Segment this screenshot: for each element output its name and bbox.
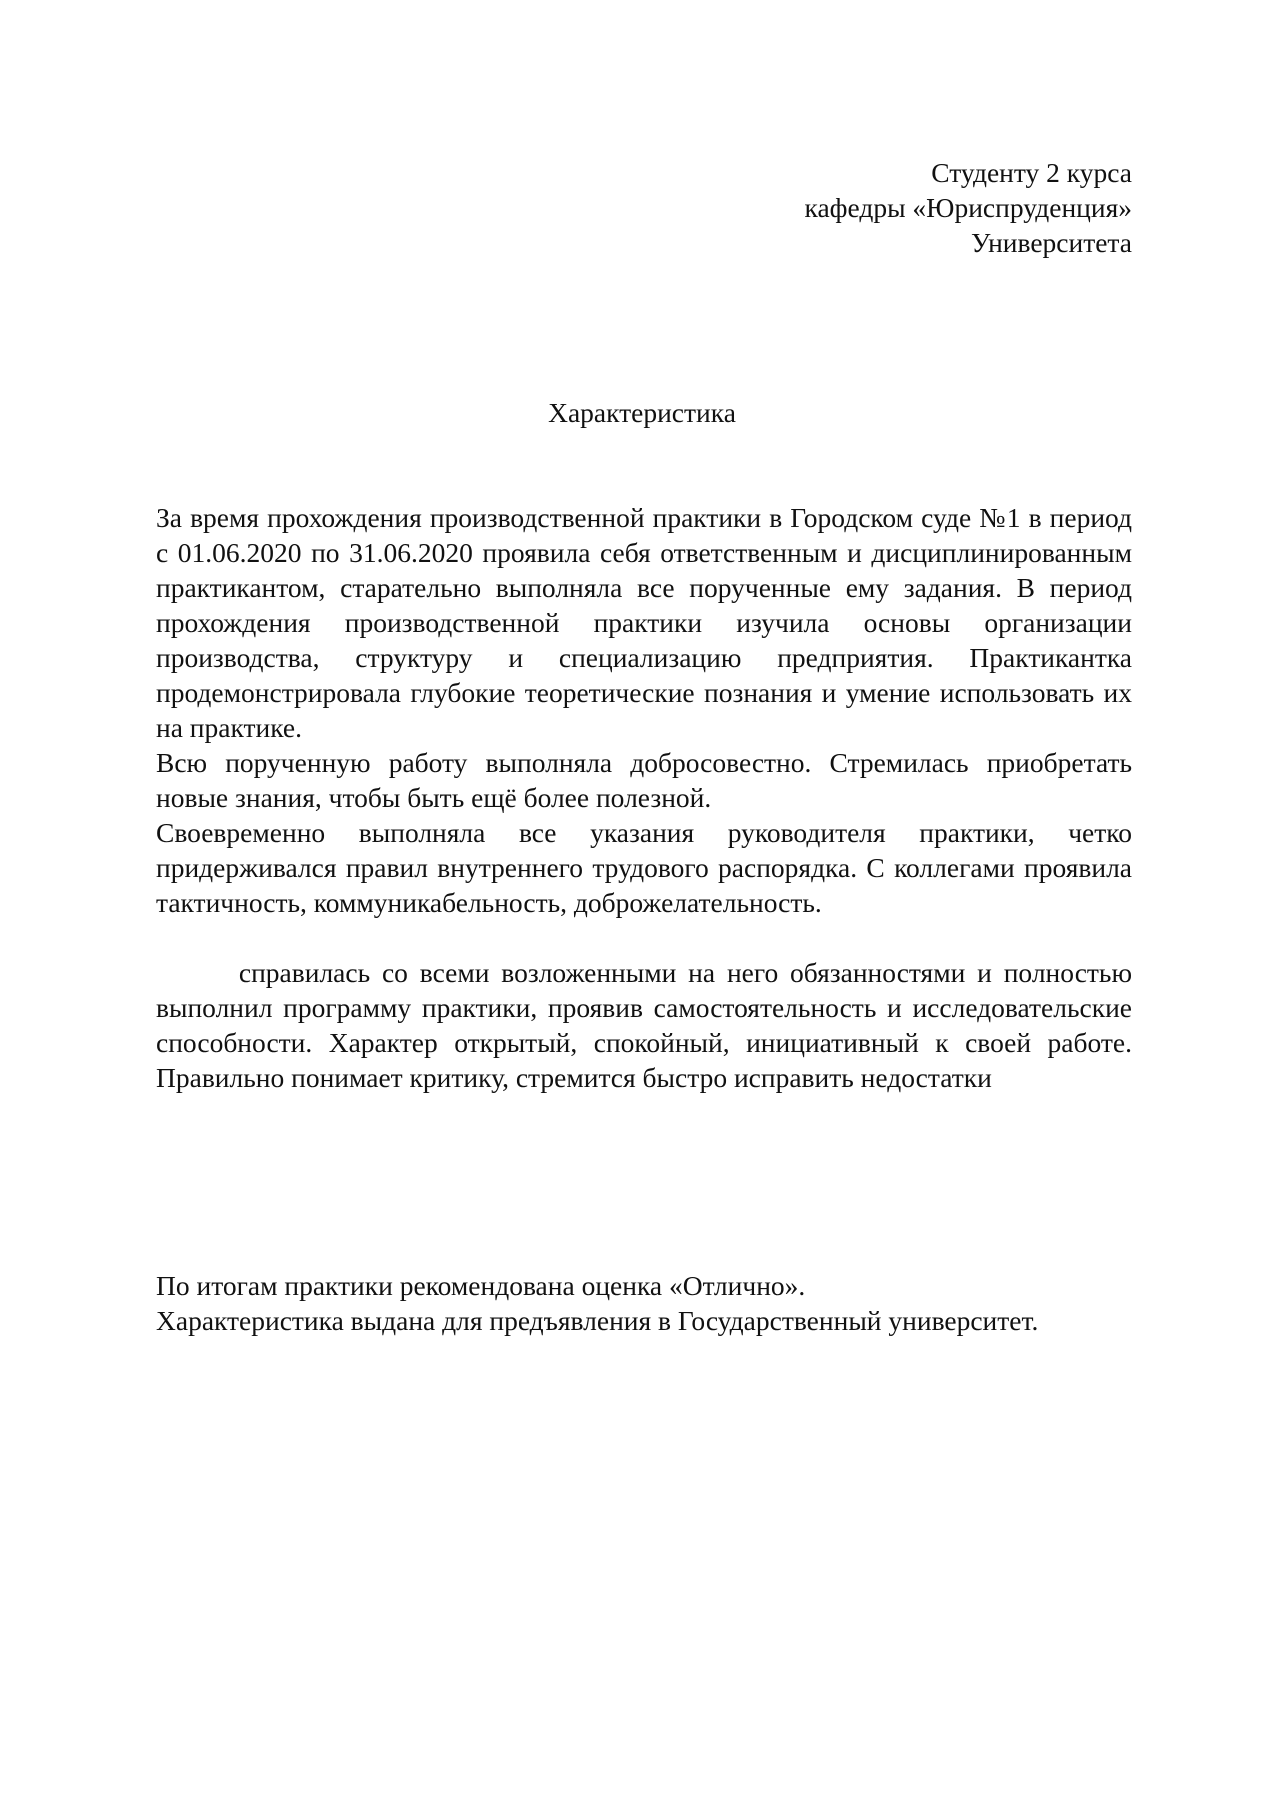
document-title-block	[0, 395, 1280, 430]
addressee-line-university: Университета	[971, 227, 1132, 258]
paragraph-performance	[156, 920, 1146, 1130]
closing-block	[156, 1268, 1132, 1338]
paragraph-internship-period	[156, 500, 1132, 745]
closing-text: Характеристика выдана для предъявления в Государственный университет.	[156, 1305, 1039, 1336]
paragraph-text: Своевременно выполняла все указания руководителя практики, четко придерживался правил внутреннего трудового распорядка. С коллегами проявила тактичность, коммуникабельность, доброжелательность.	[156, 817, 1132, 918]
closing-grade	[156, 1268, 1132, 1303]
paragraph-text: Всю порученную работу выполняла добросовестно. Стремилась приобретать новые знания, чтобы быть ещё более полезной.	[156, 747, 1132, 813]
paragraph-diligence	[156, 745, 1132, 815]
document-title: Характеристика	[548, 397, 736, 428]
body-text	[156, 500, 1146, 1130]
paragraph-discipline	[156, 815, 1132, 920]
addressee-block	[720, 155, 1132, 260]
paragraph-text: За время прохождения производственной практики в Городском суде №1 в период с 01.06.2020 по 31.06.2020 проявила себя ответственным и дисциплинированным практикантом, старательно выполняла все порученные ему задания. В период прохождения производственной практики изучила основы организации производства, структуру и специализацию предприятия. Практикантка продемонстрировала глубокие теоретические познания и умение использовать их на практике.	[156, 502, 1132, 743]
addressee-line-course: Студенту 2 курса	[931, 157, 1132, 188]
closing-text: По итогам практики рекомендована оценка «Отлично».	[156, 1270, 806, 1301]
paragraph-text: справилась со всеми возложенными на него обязанностями и полностью выполнил программу практики, проявив самостоятельность и исследовательские способности. Характер открытый, спокойный, инициативный к своей работе. Правильно понимает критику, стремится быстро исправить недостатки	[156, 957, 1146, 1093]
closing-issued-for	[156, 1303, 1132, 1338]
addressee-line-department: кафедры «Юриспруденция»	[804, 192, 1132, 223]
